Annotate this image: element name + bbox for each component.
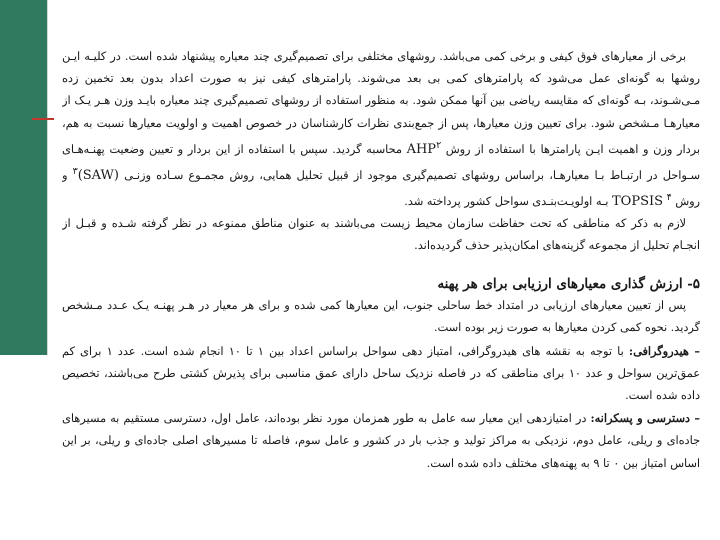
protected-areas-paragraph: لازم به ذکر که مناطقی که تحت حفاظت سازمان محیط زیست می‌باشند به عنوان مناطق ممنوعه در نظر گرفته شـده و قبـل از انجـام تحلیل از مجموعه گزینه‌های امکان‌پذیر حذف گردیده‌اند.	[62, 216, 700, 252]
hydrography-title: – هیدروگرافی:	[628, 343, 700, 358]
prioritization-text: بـه اولویـت‌بنـدی سواحل کشور پرداخته شد.	[404, 194, 609, 208]
ranking-text: محاسبه گردید. سپس با استفاده از این بردار و تعیین وضعیت پهنـه‌هـای سـواحل در ارتبـاط بـا معیارهـا، براساس روشهای تصمیم‌گیری موجود از قبیل تحلیل همایی، روش مجمـوع سـاده وزنـی	[62, 142, 700, 182]
section-spacer	[62, 257, 700, 267]
side-bar-edge-line	[47, 0, 48, 355]
quantification-intro-paragraph: پس از تعیین معیارهای ارزیابی در امتداد خط ساحلی جنوب، این معیارها کمی شده و برای هر معیار در هـر پهنـه یـک عـدد مـشخص گردید. نحوه کمی کردن معیارها به صورت زیر بوده است.	[62, 299, 700, 335]
topsis-footnote-ref: ۴	[666, 191, 672, 203]
criteria-methods-text: برخی از معیارهای فوق کیفی و برخی کمی می‌باشد. روشهای مختلفی برای تصمیم‌گیری چند معیاره پیشنهاد شده است. در کلیـه ایـن روشها به گونه‌ای عمل می‌شود که پارامترهای کمی بی بعد می‌شوند. پارامترهای کیفی نیز به صورت اعداد بدون بعد تخمین زده مـی‌شـوند، بـه گونه‌ای که مقایسه ریاضی بین آنها ممکن شود. به منظور استفاده از روشهای تصمیم‌گیری چند معیاره بایـد وزن هـر یـک از معیارهـا مـشخص شود. برای تعیین وزن معیارها، پس از جمع‌بندی نظرات کارشناسان در خصوص اهمیت و اولویت معیارها نسبت به هم، بردار وزن و اهمیت ایـن پارامترها با استفاده از روش	[62, 50, 700, 156]
access-title: – دسترسی و پسکرانه:	[590, 411, 700, 426]
ahp-footnote-ref: ۲	[436, 139, 442, 151]
access-paragraph	[62, 407, 700, 475]
ahp-label: AHP	[406, 141, 437, 157]
section-heading: ۵- ارزش گذاری معیارهای ارزیابی برای هر پهنه	[437, 276, 700, 293]
hydrography-paragraph	[62, 340, 700, 408]
hydrography-text: با توجه به نقشه های هیدروگرافی، امتیاز دهی سواحل براساس اعداد بین ۱ تا ۱۰ انجام شده است. عدد ۱ برای کم عمق‌ترین سواحل و عدد ۱۰ برای مناطقی که در فاصله نزدیک ساحل دارای عمق مناسبی برای پذیرش کشتی طرح می‌باشند، تخصیص داده شده است.	[62, 344, 700, 402]
and-method-text: و روش	[62, 168, 700, 208]
topsis-label: TOPSIS	[612, 193, 664, 209]
access-text: در امتیازدهی این معیار سه عامل به طور همزمان مورد نظر بوده‌اند، عامل اول، دسترسی مستقیم به مسیرهای جاده‌ای و ریلی، عامل دوم، نزدیکی به مراکز تولید و جذب بار در کشور و عامل سوم، فاصله تا مسیرهای اصلی جاده‌ای و ریلی، بر این اساس امتیاز بین ۰ تا ۹ به پهنه‌های مختلف داده شده است.	[62, 412, 700, 470]
document-body	[62, 46, 700, 526]
saw-footnote-ref: ۳	[72, 165, 78, 177]
decorative-side-bar	[0, 0, 47, 355]
red-accent-mark	[32, 118, 54, 120]
saw-label: (SAW)	[77, 167, 119, 183]
criteria-methods-paragraph	[62, 46, 700, 213]
